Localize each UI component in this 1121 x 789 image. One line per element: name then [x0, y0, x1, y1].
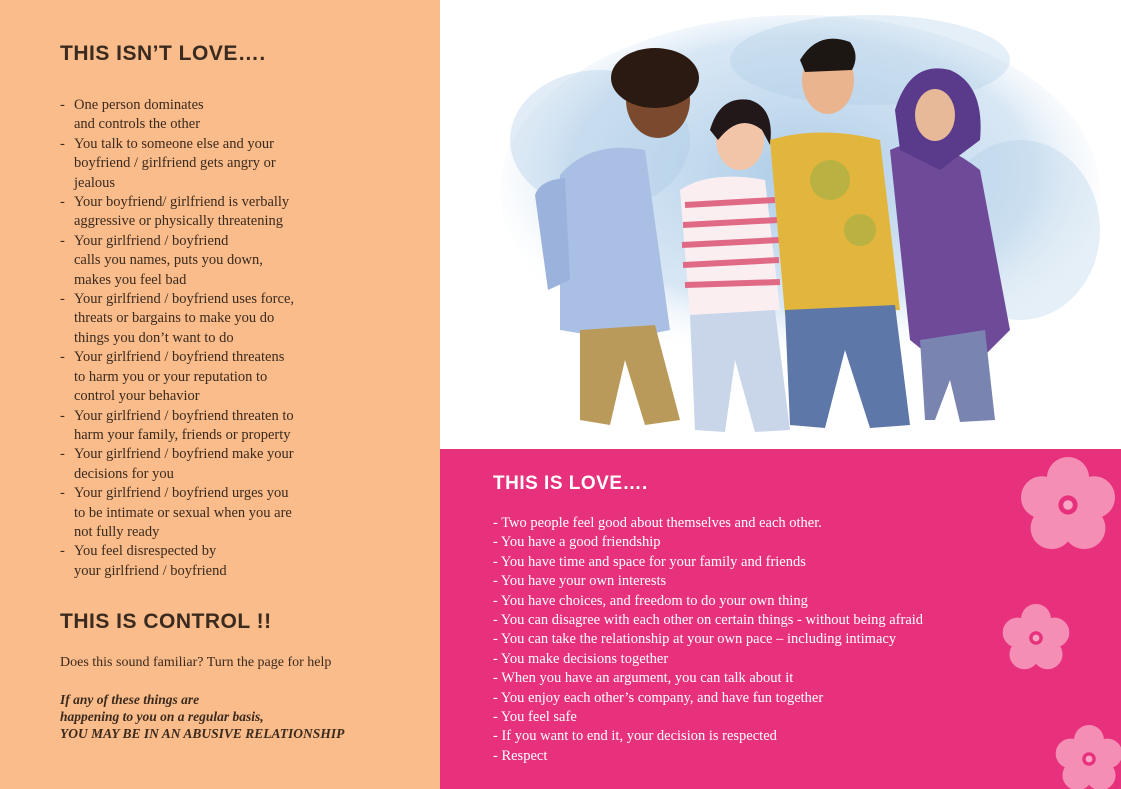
healthy-sign-item: - You can disagree with each other on certain things - without being afraid — [493, 612, 924, 629]
abuse-sign-line: Your girlfriend / boyfriend threatens — [74, 349, 285, 366]
abuse-sign-line: aggressive or physically threatening — [74, 213, 283, 230]
warning-line-3: YOU MAY BE IN AN ABUSIVE RELATIONSHIP — [60, 726, 345, 741]
healthy-sign-item: - Two people feel good about themselves and each other. — [493, 515, 822, 531]
warning-line-1: If any of these things are — [60, 692, 200, 707]
warning-line-2: happening to you on a regular basis, — [60, 709, 264, 724]
heading-this-isnt-love: THIS ISN’T LOVE…. — [60, 42, 266, 65]
flower-decoration-icon — [1020, 457, 1116, 553]
abuse-sign-line: threats or bargains to make you do — [74, 310, 275, 327]
abuse-sign-item: - Your boyfriend/ girlfriend is verbally aggressive or physically threatening — [60, 194, 290, 230]
abuse-sign-line: Your girlfriend / boyfriend make your — [74, 446, 294, 463]
heading-this-is-control: THIS IS CONTROL !! — [60, 610, 272, 633]
abuse-sign-line: control your behavior — [74, 388, 200, 405]
abuse-sign-line: Your boyfriend/ girlfriend is verbally — [74, 194, 290, 211]
flower-decoration-icon — [1055, 725, 1121, 789]
abuse-sign-line: boyfriend / girlfriend gets angry or — [74, 155, 276, 172]
healthy-sign-item: - You have choices, and freedom to do your own thing — [493, 592, 808, 609]
abuse-sign-line: Your girlfriend / boyfriend threaten to — [74, 407, 294, 424]
healthy-sign-item: - You enjoy each other’s company, and have fun together — [493, 689, 824, 706]
healthy-sign-item: - You have a good friendship — [493, 534, 661, 551]
this-is-love-panel — [440, 449, 1121, 789]
abuse-sign-line: You feel disrespected by — [74, 543, 217, 560]
abuse-sign-item: - Your girlfriend / boyfriend uses force, threats or bargains to make you do things you don’t want to do — [60, 291, 295, 346]
abuse-sign-line: calls you names, puts you down, — [74, 252, 263, 269]
healthy-sign-item: - You have time and space for your family and friends — [493, 553, 806, 570]
abuse-sign-line: not fully ready — [74, 523, 160, 540]
healthy-sign-item: - You feel safe — [493, 709, 577, 726]
illustration-panel — [440, 0, 1121, 449]
abuse-sign-line: your girlfriend / boyfriend — [74, 562, 227, 579]
healthy-sign-item: - Respect — [493, 747, 548, 764]
abuse-signs-list — [60, 96, 430, 581]
abuse-sign-line: Your girlfriend / boyfriend urges you — [74, 485, 289, 502]
abuse-sign-line: Your girlfriend / boyfriend — [74, 232, 229, 249]
abuse-sign-item: - One person dominates and controls the other — [60, 97, 204, 133]
healthy-sign-item: - You can take the relationship at your own pace – including intimacy — [493, 631, 897, 648]
abuse-sign-line: makes you feel bad — [74, 271, 187, 288]
abuse-sign-line: to be intimate or sexual when you are — [74, 504, 292, 521]
familiar-text: Does this sound familiar? Turn the page for help — [60, 655, 332, 670]
healthy-sign-item: - You have your own interests — [493, 573, 667, 590]
abuse-sign-line: You talk to someone else and your — [74, 135, 274, 152]
abuse-sign-line: and controls the other — [74, 116, 201, 133]
abuse-sign-line: jealous — [74, 174, 116, 191]
abuse-sign-item: - Your girlfriend / boyfriend calls you names, puts you down, makes you feel bad — [60, 232, 263, 288]
abuse-sign-item: - Your girlfriend / boyfriend urges you to be intimate or sexual when you are not fully ready — [60, 485, 292, 540]
flower-decoration-icon — [1002, 604, 1070, 672]
left-panel — [0, 0, 440, 789]
abuse-sign-item: - You talk to someone else and your boyfriend / girlfriend gets angry or jealous — [60, 135, 276, 191]
abuse-sign-line: things you don’t want to do — [74, 329, 234, 346]
abuse-sign-item: - You feel disrespected by your girlfriend / boyfriend — [60, 543, 227, 579]
abusive-relationship-warning — [60, 691, 344, 742]
abuse-sign-line: to harm you or your reputation to — [74, 368, 268, 385]
abuse-sign-item: - Your girlfriend / boyfriend make your decisions for you — [60, 446, 294, 482]
healthy-sign-item: - When you have an argument, you can talk about it — [493, 670, 794, 687]
abuse-sign-line: Your girlfriend / boyfriend uses force, — [74, 291, 295, 308]
healthy-signs-list — [493, 514, 923, 766]
abuse-sign-line: decisions for you — [74, 465, 174, 482]
abuse-sign-item: - Your girlfriend / boyfriend threaten to harm your family, friends or property — [60, 407, 294, 443]
heading-this-is-love: THIS IS LOVE…. — [493, 473, 648, 494]
healthy-sign-item: - If you want to end it, your decision is respected — [493, 728, 777, 745]
friends-group-illustration — [440, 0, 1121, 449]
abuse-sign-line: One person dominates — [74, 97, 204, 113]
abuse-sign-item: - Your girlfriend / boyfriend threatens to harm you or your reputation to control your behavior — [60, 349, 285, 405]
healthy-sign-item: - You make decisions together — [493, 650, 669, 667]
abuse-sign-line: harm your family, friends or property — [74, 426, 291, 443]
